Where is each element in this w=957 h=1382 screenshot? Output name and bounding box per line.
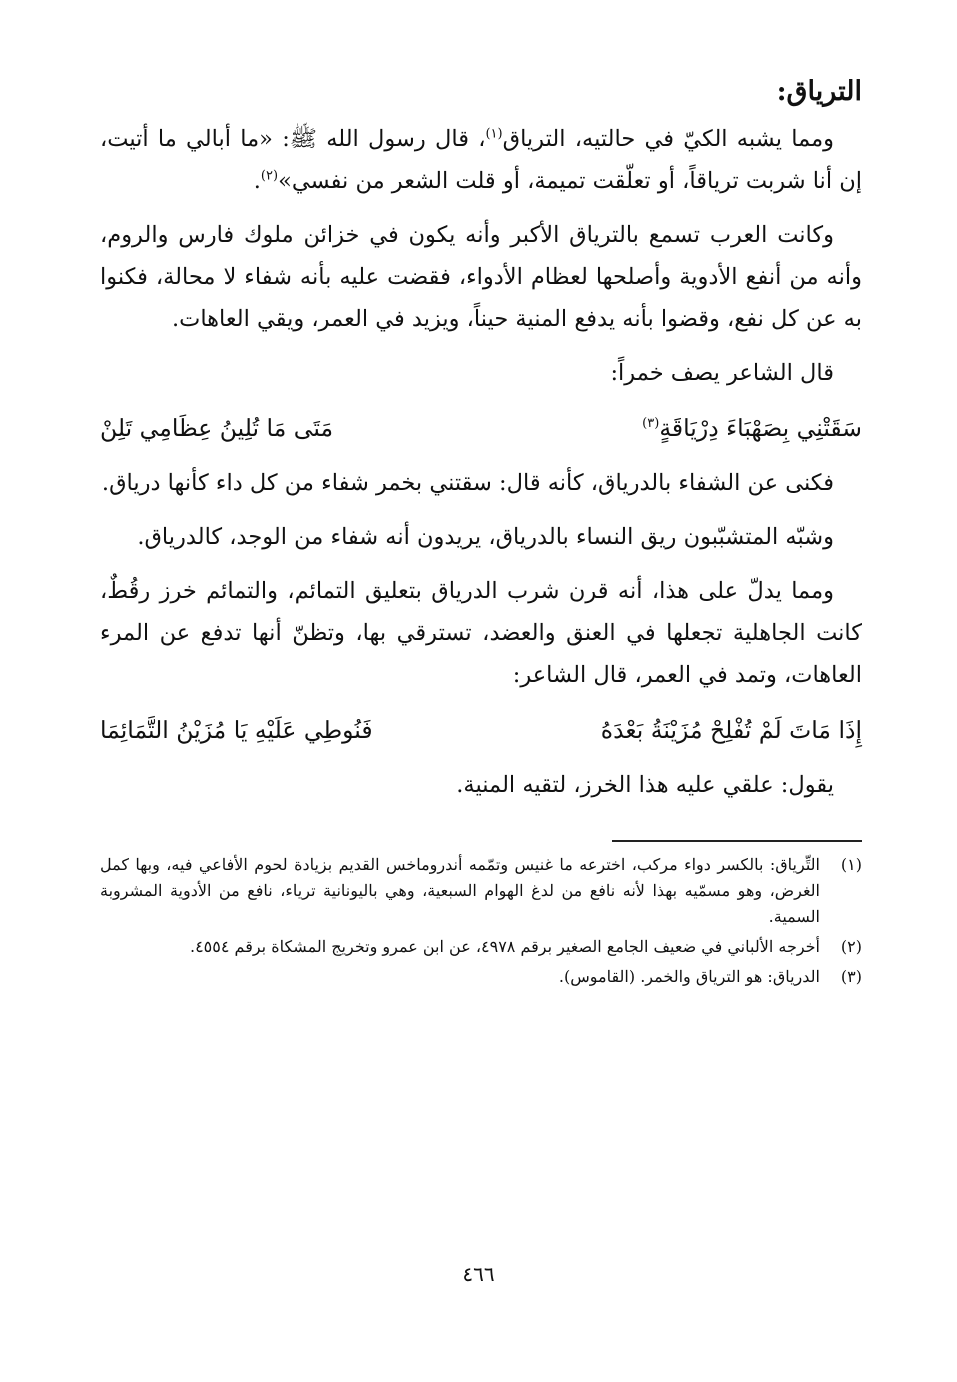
- footnote-divider: [612, 840, 862, 842]
- paragraph-poet-intro: قال الشاعر يصف خمراً:: [610, 360, 834, 386]
- verse-2-second-hemistich: فَنُوطِي عَلَيْهِ يَا مُزَيْنُ التَّمَائِمَا: [100, 716, 373, 744]
- footnote-text: الدرياق: هو الترياق والخمر. (القاموس).: [558, 967, 820, 986]
- paragraph-text: .: [253, 168, 261, 194]
- paragraph-arabs: وكانت العرب تسمع بالترياق الأكبر وأنه يكون في خزائن ملوك فارس والروم، وأنه من أنفع الأدوية وأصلحها لعظام الأدواء، فقضت عليه بأنه شفاء لا محالة، فكنوا به عن كل نفع، وقضوا بأنه يدفع المنية حيناً، ويزيد في العمر، ويقي العاهات.: [100, 222, 862, 332]
- verse-1: [100, 404, 862, 452]
- verse-1-first-hemistich: [642, 404, 862, 452]
- paragraph-text: ومما يشبه الكيّ في حالتيه، الترياق: [502, 126, 834, 152]
- footnote-ref-2: (٢): [260, 168, 279, 184]
- verse-1-second-hemistich: مَتَى مَا تُلِينُ عِظَامِي تَلِنْ: [100, 414, 334, 442]
- footnote-2: [100, 934, 862, 960]
- paragraph-saliva: وشبّه المتشبّبون ريق النساء بالدرياق، يريدون أنه شفاء من الوجد، كالدرياق.: [137, 524, 834, 550]
- footnote-number: (١): [840, 855, 862, 874]
- paragraph-amulets: ومما يدلّ على هذا، أنه قرن شرب الدرياق بتعليق التمائم، والتمائم خرز رقُطٌ، كانت الجاهلية تجعلها في العنق والعضد، تسترقي بها، وتظنّ أنها تدفع عن المرء العاهات، وتمد في العمر، قال الشاعر:: [100, 578, 862, 688]
- footnote-text: التِّرياق: بالكسر دواء مركب، اخترعه ما غنيس وتمّمه أندروماخس القديم بزيادة لحوم الأفاعي فيه، وبها كمل الغرض، وهو مسمّيه بهذا لأنه نافع من لدغ الهوام السبعية، وهي باليونانية ترياء، نافع من الأدوية المشروبة السمية.: [100, 855, 820, 926]
- footnote-text: أخرجه الألباني في ضعيف الجامع الصغير برقم ٤٩٧٨، عن ابن عمرو وتخريج المشكاة برقم ٤٥٥٤.: [189, 937, 820, 956]
- footnote-ref-3: (٣): [642, 416, 660, 432]
- footnote-number: (٣): [840, 967, 862, 986]
- footnote-3: [100, 964, 862, 990]
- verse-2-first-hemistich: إِذَا مَاتَ لَمْ تُفْلِحْ مُزَيْنَةُ بَعْدَهُ: [600, 716, 862, 744]
- paragraph-explanation: يقول: علقي عليه هذا الخرز، لتقيه المنية.: [456, 772, 834, 798]
- paragraph-metaphor: فكنى عن الشفاء بالدرياق، كأنه قال: سقتني بخمر شفاء من كل داء كأنها درياق.: [101, 470, 834, 496]
- paragraph-text: ، قال رسول الله ﷺ: «ما أبالي ما أتيت، إن أنا شربت ترياقاً، أو تعلّقت تميمة، أو قلت الشعر من نفسي»: [100, 126, 862, 194]
- page-number: ٤٦٦: [462, 1262, 495, 1286]
- footnote-ref-1: (١): [485, 126, 503, 142]
- section-heading: الترياق:: [776, 76, 862, 107]
- footnote-number: (٢): [840, 937, 862, 956]
- verse-2: [100, 706, 862, 754]
- verse-text: سَقَتْنِي بِصَهْبَاءَ دِرْيَاقَةٍ: [659, 414, 862, 442]
- paragraph-hadith: [100, 118, 862, 202]
- page-body: [100, 70, 862, 1320]
- footnote-1: [100, 852, 862, 930]
